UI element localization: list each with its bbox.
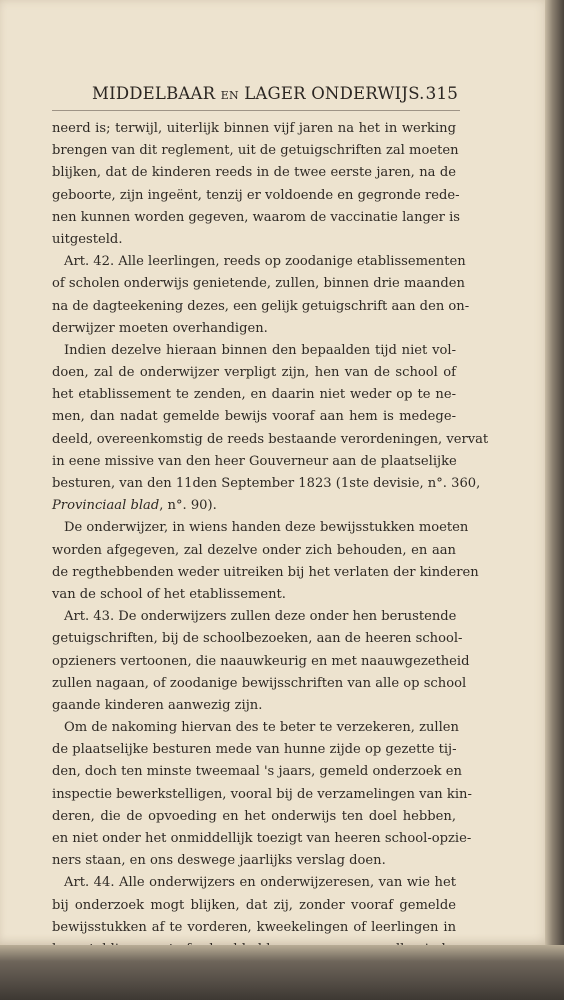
text-line: zullen nagaan, of zoodanige bewijsschriften van alle op school [52, 675, 467, 691]
text-line: blijken, dat de kinderen reeds in de twee eerste jaren, na de [52, 165, 456, 181]
text-line: getuigschriften, bij de schoolbezoeken, aan de heeren school- [52, 631, 463, 647]
text-line: het etablissement te zenden, en daarin niet weder op te ne- [52, 387, 456, 403]
text-line: de regthebbenden weder uitreiken bij het verlaten der kinderen [52, 564, 479, 580]
text-line: De onderwijzer, in wiens handen deze bewijsstukken moeten [64, 520, 469, 536]
page-edge-right [545, 0, 564, 1000]
text-line: neerd is; terwijl, uiterlijk binnen vijf jaren na het in werking [52, 121, 456, 136]
text-line: van de school of het etablissement. [52, 586, 286, 602]
running-head-part1: MIDDELBAAR [92, 84, 216, 103]
text-line: ners staan, en ons deswege jaarlijks verslag doen. [52, 853, 386, 869]
text-line: gaande kinderen aanwezig zijn. [52, 697, 263, 713]
running-head [92, 84, 425, 103]
text-line: en niet onder het onmiddellijk toezigt van heeren school-opzie- [52, 831, 472, 846]
text-line: besturen, van den 11den September 1823 (1ste devisie, n°. 360, [52, 476, 481, 491]
text-line: na de dagteekening dezes, een gelijk getuigschrift aan den on- [52, 298, 470, 314]
text-line: nen kunnen worden gegeven, waarom de vaccinatie langer is [52, 209, 460, 225]
running-head-part2: LAGER ONDERWIJS. [244, 84, 425, 103]
text-line: uitgesteld. [52, 231, 123, 247]
text-line: Art. 43. De onderwijzers zullen deze onder hen berustende [64, 609, 457, 625]
text-line: derwijzer moeten overhandigen. [52, 320, 268, 336]
text-line: men, dan nadat gemelde bewijs vooraf aan hem is medege- [52, 409, 456, 425]
text-line: de plaatselijke besturen mede van hunne zijde op gezette tij- [52, 742, 457, 758]
paragraph [52, 606, 470, 717]
text-line: den, doch ten minste tweemaal 's jaars, gemeld onderzoek en [52, 764, 462, 780]
paragraph [52, 517, 479, 606]
body-text [52, 118, 489, 961]
text-line: geboorte, zijn ingeënt, tenzij er voldoende en gegronde rede- [52, 187, 460, 203]
text-line: Art. 42. Alle leerlingen, reeds op zoodanige etablissementen [64, 254, 466, 270]
text-line: of scholen onderwijs genietende, zullen, binnen drie maanden [52, 276, 465, 292]
text-line: deren, die de opvoeding en het onderwijs ten doel hebben, [52, 808, 456, 824]
text-line: doen, zal de onderwijzer verpligt zijn, hen van de school of [52, 365, 456, 381]
text-line: opzieners vertoonen, die naauwkeurig en met naauwgezetheid [52, 653, 470, 669]
page-number: 315 [425, 84, 458, 104]
text-line: inspectie bewerkstelligen, vooral bij de verzamelingen van kin- [52, 786, 472, 802]
paragraph [52, 118, 460, 251]
italic-citation: Provinciaal blad [52, 498, 160, 514]
page-header [92, 84, 458, 108]
text-line: brengen van dit reglement, uit de getuigschriften zal moeten [52, 143, 459, 159]
text-line: deeld, overeenkomstig de reeds bestaande verordeningen, vervat [52, 431, 489, 447]
text-line [52, 495, 456, 517]
text-line: Om de nakoming hiervan des te beter te verzekeren, zullen [64, 720, 459, 736]
paragraph [52, 251, 470, 340]
text-line: Indien dezelve hieraan binnen den bepaalden tijd niet vol- [64, 342, 456, 358]
citation-suffix: , n°. 90). [159, 498, 217, 514]
page-edge-bottom [0, 945, 564, 1000]
paragraph [52, 717, 472, 872]
running-head-conjunction: EN [220, 89, 239, 102]
text-line: Art. 44. Alle onderwijzers en onderwijzeresen, van wie het [64, 875, 456, 891]
header-rule [52, 110, 460, 111]
text-line: bewijsstukken af te vorderen, kweekelingen of leerlingen in [52, 919, 456, 935]
paragraph [52, 340, 489, 518]
text-line: bij onderzoek mogt blijken, dat zij, zonder vooraf gemelde [52, 897, 456, 913]
text-line: worden afgegeven, zal dezelve onder zich behouden, en aan [52, 542, 456, 558]
text-line: in eene missive van den heer Gouverneur aan de plaatselijke [52, 453, 457, 469]
